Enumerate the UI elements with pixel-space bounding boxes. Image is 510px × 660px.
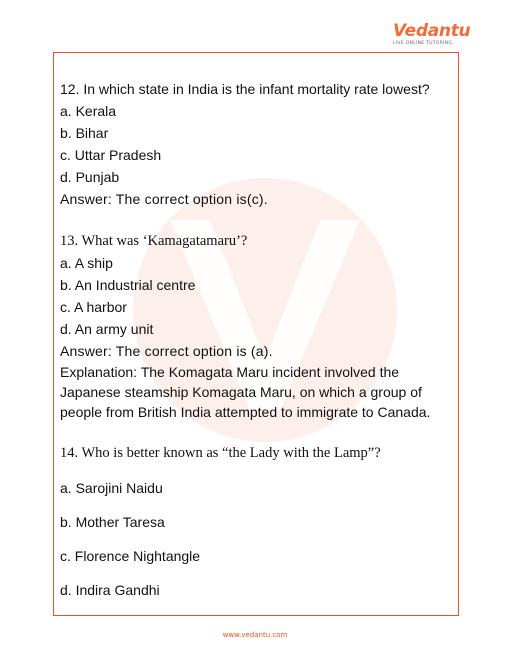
q12-option-d: d. Punjab bbox=[60, 169, 120, 185]
q13-answer: Answer: The correct option is (a). bbox=[60, 343, 273, 359]
question-12: 12. In which state in India is the infant mortality rate lowest? bbox=[60, 81, 430, 97]
q14-option-d: d. Indira Gandhi bbox=[60, 582, 160, 598]
q14-option-c: c. Florence Nightangle bbox=[60, 548, 201, 564]
q12-answer: Answer: The correct option is(c). bbox=[60, 191, 268, 207]
q13-explanation-line-3: people from British India attempted to immigrate to Canada. bbox=[60, 404, 431, 420]
q12-option-b: b. Bihar bbox=[60, 125, 109, 141]
q13-option-a: a. A ship bbox=[60, 255, 113, 271]
footer-url[interactable]: www.vedantu.com bbox=[222, 631, 288, 639]
q13-option-b: b. An Industrial centre bbox=[60, 277, 196, 293]
q12-option-a: a. Kerala bbox=[60, 103, 117, 119]
q14-option-a: a. Sarojini Naidu bbox=[60, 480, 163, 496]
q13-option-d: d. An army unit bbox=[60, 321, 154, 337]
q13-explanation-line-1: Explanation: The Komagata Maru incident involved the bbox=[60, 364, 400, 380]
q12-option-c: c. Uttar Pradesh bbox=[60, 147, 162, 163]
question-14: 14. Who is better known as “the Lady with the Lamp”? bbox=[60, 445, 381, 461]
q14-option-b: b. Mother Taresa bbox=[60, 514, 165, 530]
q13-explanation-line-2: Japanese steamship Komagata Maru, on which a group of bbox=[60, 384, 422, 400]
vedantu-logo bbox=[393, 21, 471, 50]
logo-tagline: LIVE ONLINE TUTORING bbox=[393, 41, 453, 46]
logo-wordmark: Vedantu bbox=[393, 21, 471, 41]
q13-option-c: c. A harbor bbox=[60, 299, 127, 315]
question-13: 13. What was ‘Kamagatamaru’? bbox=[60, 233, 248, 249]
